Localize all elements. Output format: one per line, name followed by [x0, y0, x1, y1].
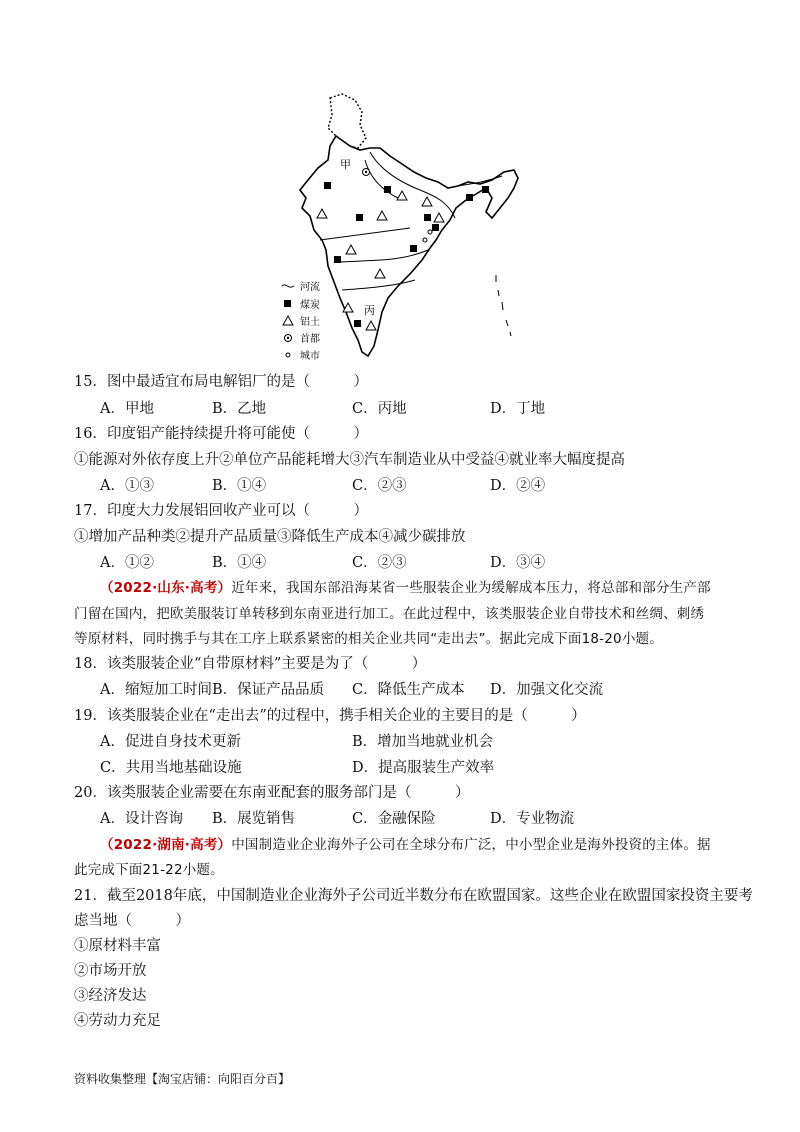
q19-option-b: B．增加当地就业机会: [352, 734, 494, 750]
q16-option-b: B．①④: [212, 478, 267, 494]
passage-1-line-2: 门留在国内，把欧美服装订单转移到东南亚进行加工。在此过程中，该类服装企业自带技术和丝绸、刺绣: [74, 606, 705, 622]
q15-option-c: C．丙地: [352, 401, 407, 417]
q18-option-d: D．加强文化交流: [490, 682, 604, 698]
q18-option-a: A．缩短加工时间: [100, 682, 212, 698]
passage-1-text-1: 近年来，我国东部沿海某省一些服装企业为缓解成本压力，将总部和部分生产部: [231, 580, 711, 596]
city-marker: [423, 238, 427, 242]
q18-option-b: B．保证产品品质: [212, 682, 325, 698]
q17-option-a: A．①②: [100, 555, 154, 571]
q19-option-a: A．促进自身技术更新: [100, 734, 241, 750]
q20-option-a: A．设计咨询: [100, 811, 183, 827]
map-label-bing: 丙: [364, 304, 375, 317]
question-18-stem: 18．该类服装企业“自带原材料”主要是为了（ ）: [74, 656, 427, 672]
question-19-stem: 19．该类服装企业在“走出去”的过程中，携手相关企业的主要目的是（ ）: [74, 708, 586, 724]
question-16-stem: 16．印度铝产能持续提升将可能使（ ）: [74, 426, 368, 442]
passage-1-source: （2022·山东·高考）: [100, 580, 232, 596]
legend-label: 城市: [300, 351, 320, 362]
india-map-figure: [270, 90, 540, 370]
passage-2-line-2: 此完成下面21-22小题。: [74, 862, 224, 878]
legend-label: 河流: [300, 282, 320, 293]
passage-1-line-1: [100, 578, 711, 598]
q16-option-c: C．②③: [352, 478, 407, 494]
capital-icon: [363, 169, 370, 176]
passage-2-line-1: [100, 835, 711, 855]
q18-option-c: C．降低生产成本: [352, 682, 465, 698]
question-16-items: ①能源对外依存度上升②单位产品能耗增大③汽车制造业从中受益④就业率大幅度提高: [74, 452, 625, 468]
q20-option-d: D．专业物流: [490, 811, 575, 827]
city-icon: [286, 353, 290, 357]
q20-option-b: B．展览销售: [212, 811, 296, 827]
q19-option-c: C．共用当地基础设施: [100, 760, 242, 776]
question-21-stem-1: 21．截至2018年底，中国制造业企业海外子公司近半数分布在欧盟国家。这些企业在欧盟国家投资主要考: [74, 888, 753, 904]
q20-option-c: C．金融保险: [352, 811, 436, 827]
question-21-stem-2: 虑当地（ ）: [74, 913, 190, 929]
legend-label: 铝土: [300, 317, 320, 328]
q17-option-d: D．③④: [490, 555, 546, 571]
q15-option-d: D．丁地: [490, 401, 546, 417]
question-15-stem: 15．图中最适宜布局电解铝厂的是（ ）: [74, 374, 368, 390]
q16-option-d: D．②④: [490, 478, 546, 494]
passage-1-line-3: 等原材料，同时携手与其在工序上联系紧密的相关企业共同“走出去”。据此完成下面18-20小题。: [74, 631, 663, 647]
river-icon: [282, 285, 294, 287]
bauxite-icon: [283, 316, 293, 325]
passage-2-text-1: 中国制造业企业海外子公司在全球分布广泛，中小型企业是海外投资的主体。据: [231, 837, 711, 853]
question-17-items: ①增加产品种类②提升产品质量③降低生产成本④减少碳排放: [74, 529, 466, 545]
page-footer: 资料收集整理【淘宝店铺：向阳百分百】: [74, 1072, 291, 1086]
passage-2-source: （2022·湖南·高考）: [100, 837, 232, 853]
legend-label: 首都: [300, 334, 320, 345]
city-marker: [428, 230, 432, 234]
india-outline: [300, 136, 518, 356]
question-21-item-1: ①原材料丰富: [74, 938, 161, 954]
q15-option-a: A．甲地: [100, 401, 154, 417]
question-21-item-4: ④劳动力充足: [74, 1013, 161, 1029]
q15-option-b: B．乙地: [212, 401, 267, 417]
map-label-jia: 甲: [340, 158, 351, 171]
andaman-islands: [496, 275, 511, 336]
map-legend: [282, 280, 320, 362]
question-20-stem: 20．该类服装企业需要在东南亚配套的服务部门是（ ）: [74, 785, 470, 801]
question-21-item-2: ②市场开放: [74, 963, 147, 979]
question-17-stem: 17．印度大力发展铝回收产业可以（ ）: [74, 503, 368, 519]
q17-option-c: C．②③: [352, 555, 407, 571]
coal-icon: [284, 300, 291, 307]
q17-option-b: B．①④: [212, 555, 267, 571]
q16-option-a: A．①③: [100, 478, 154, 494]
q19-option-d: D．提高服装生产效率: [352, 760, 495, 776]
capital-icon-dot: [287, 337, 289, 339]
question-21-item-3: ③经济发达: [74, 988, 147, 1004]
legend-label: 煤炭: [300, 300, 320, 311]
